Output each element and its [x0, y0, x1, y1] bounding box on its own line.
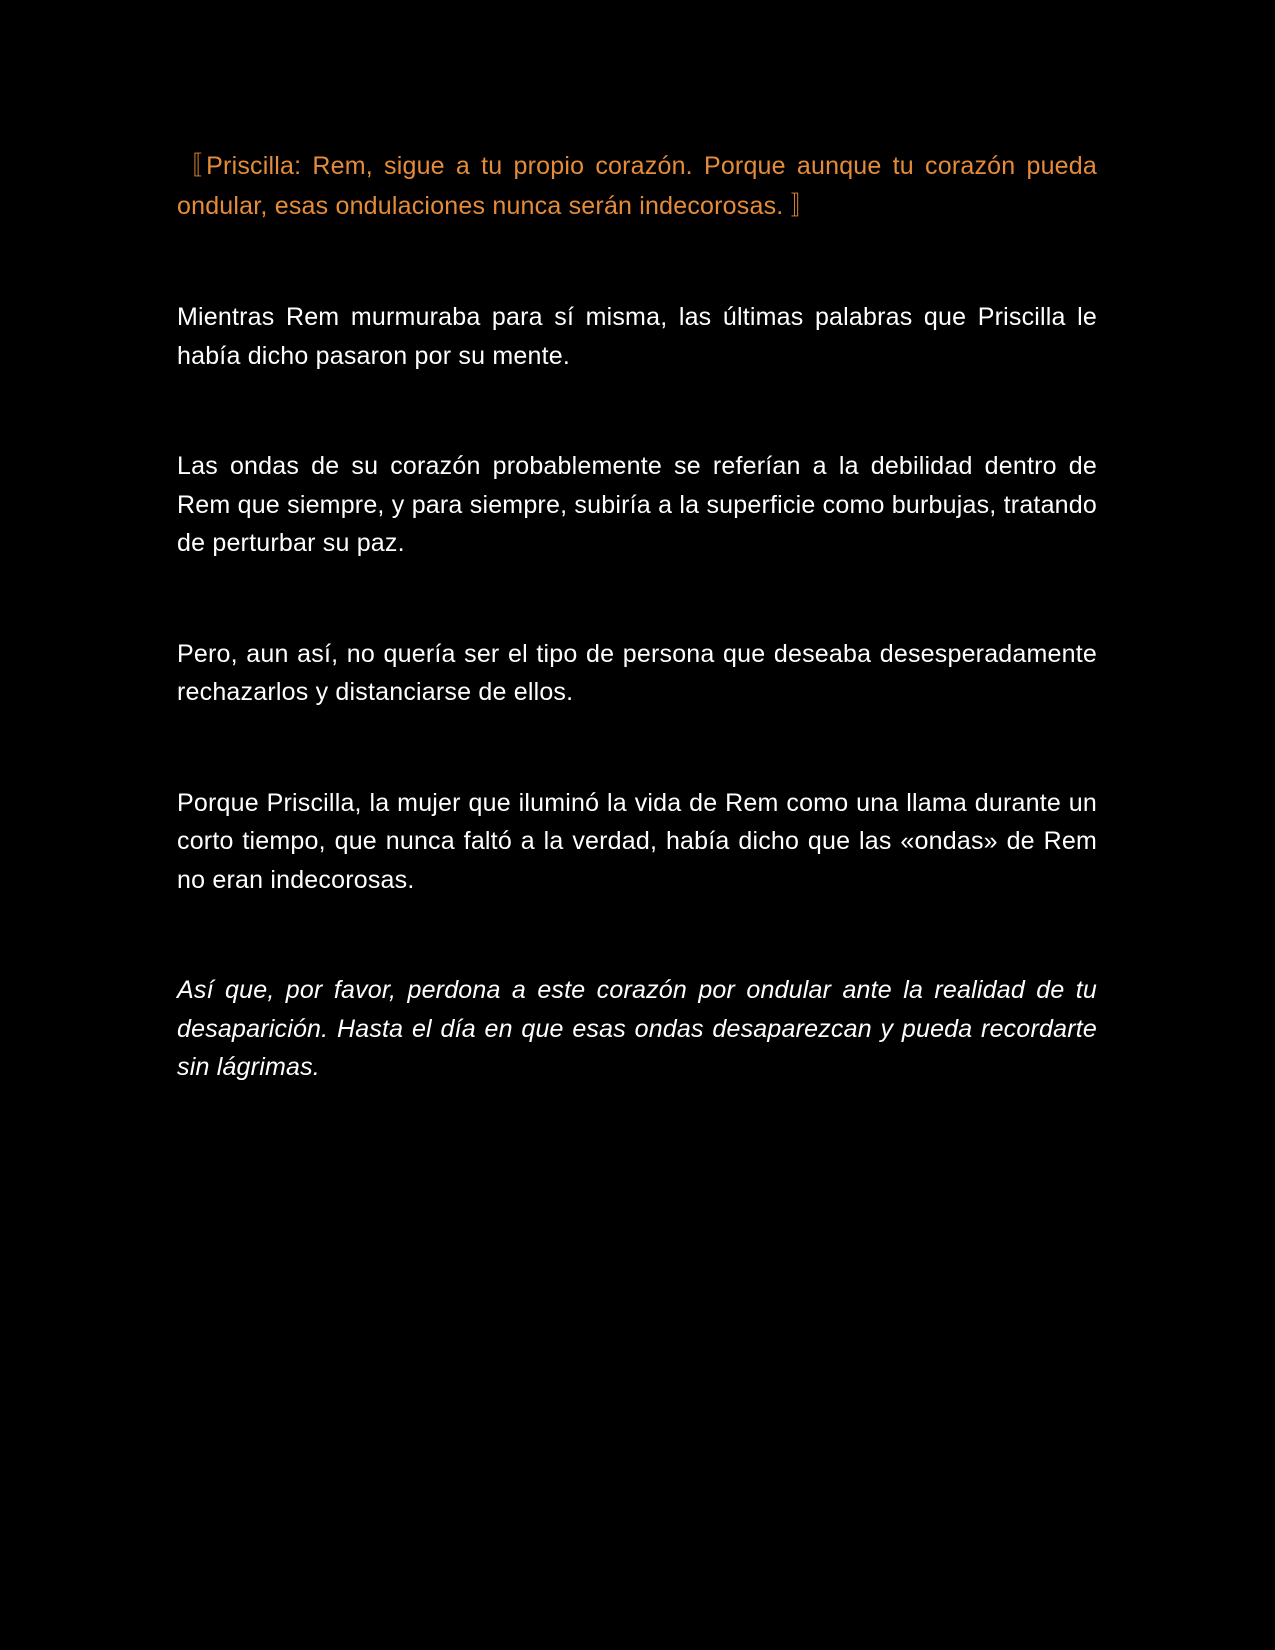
paragraph-2: Las ondas de su corazón probablemente se referían a la debilidad dentro de Rem que siempre, y para siempre, subiría a la superficie como burbujas, tratando de perturbar su paz. [177, 452, 1097, 557]
paragraph-1: Mientras Rem murmuraba para sí misma, las últimas palabras que Priscilla le había dicho pasaron por su mente. [177, 303, 1097, 370]
italic-paragraph: Así que, por favor, perdona a este corazón por ondular ante la realidad de tu desaparición. Hasta el día en que esas ondas desaparezcan y pueda recordarte sin lágrimas. [177, 976, 1097, 1081]
paragraph-4: Porque Priscilla, la mujer que iluminó la vida de Rem como una llama durante un corto tiempo, que nunca faltó a la verdad, había dicho que las «ondas» de Rem no eran indecorosas. [177, 788, 1097, 894]
document-body [177, 146, 1097, 1087]
quote-paragraph: 〚Priscilla: Rem, sigue a tu propio corazón. Porque aunque tu corazón pueda ondular, esas ondulaciones nunca serán indecorosas. 〛 [177, 152, 1097, 220]
paragraph-3: Pero, aun así, no quería ser el tipo de persona que deseaba desesperadamente rechazarlos y distanciarse de ellos. [177, 639, 1097, 706]
